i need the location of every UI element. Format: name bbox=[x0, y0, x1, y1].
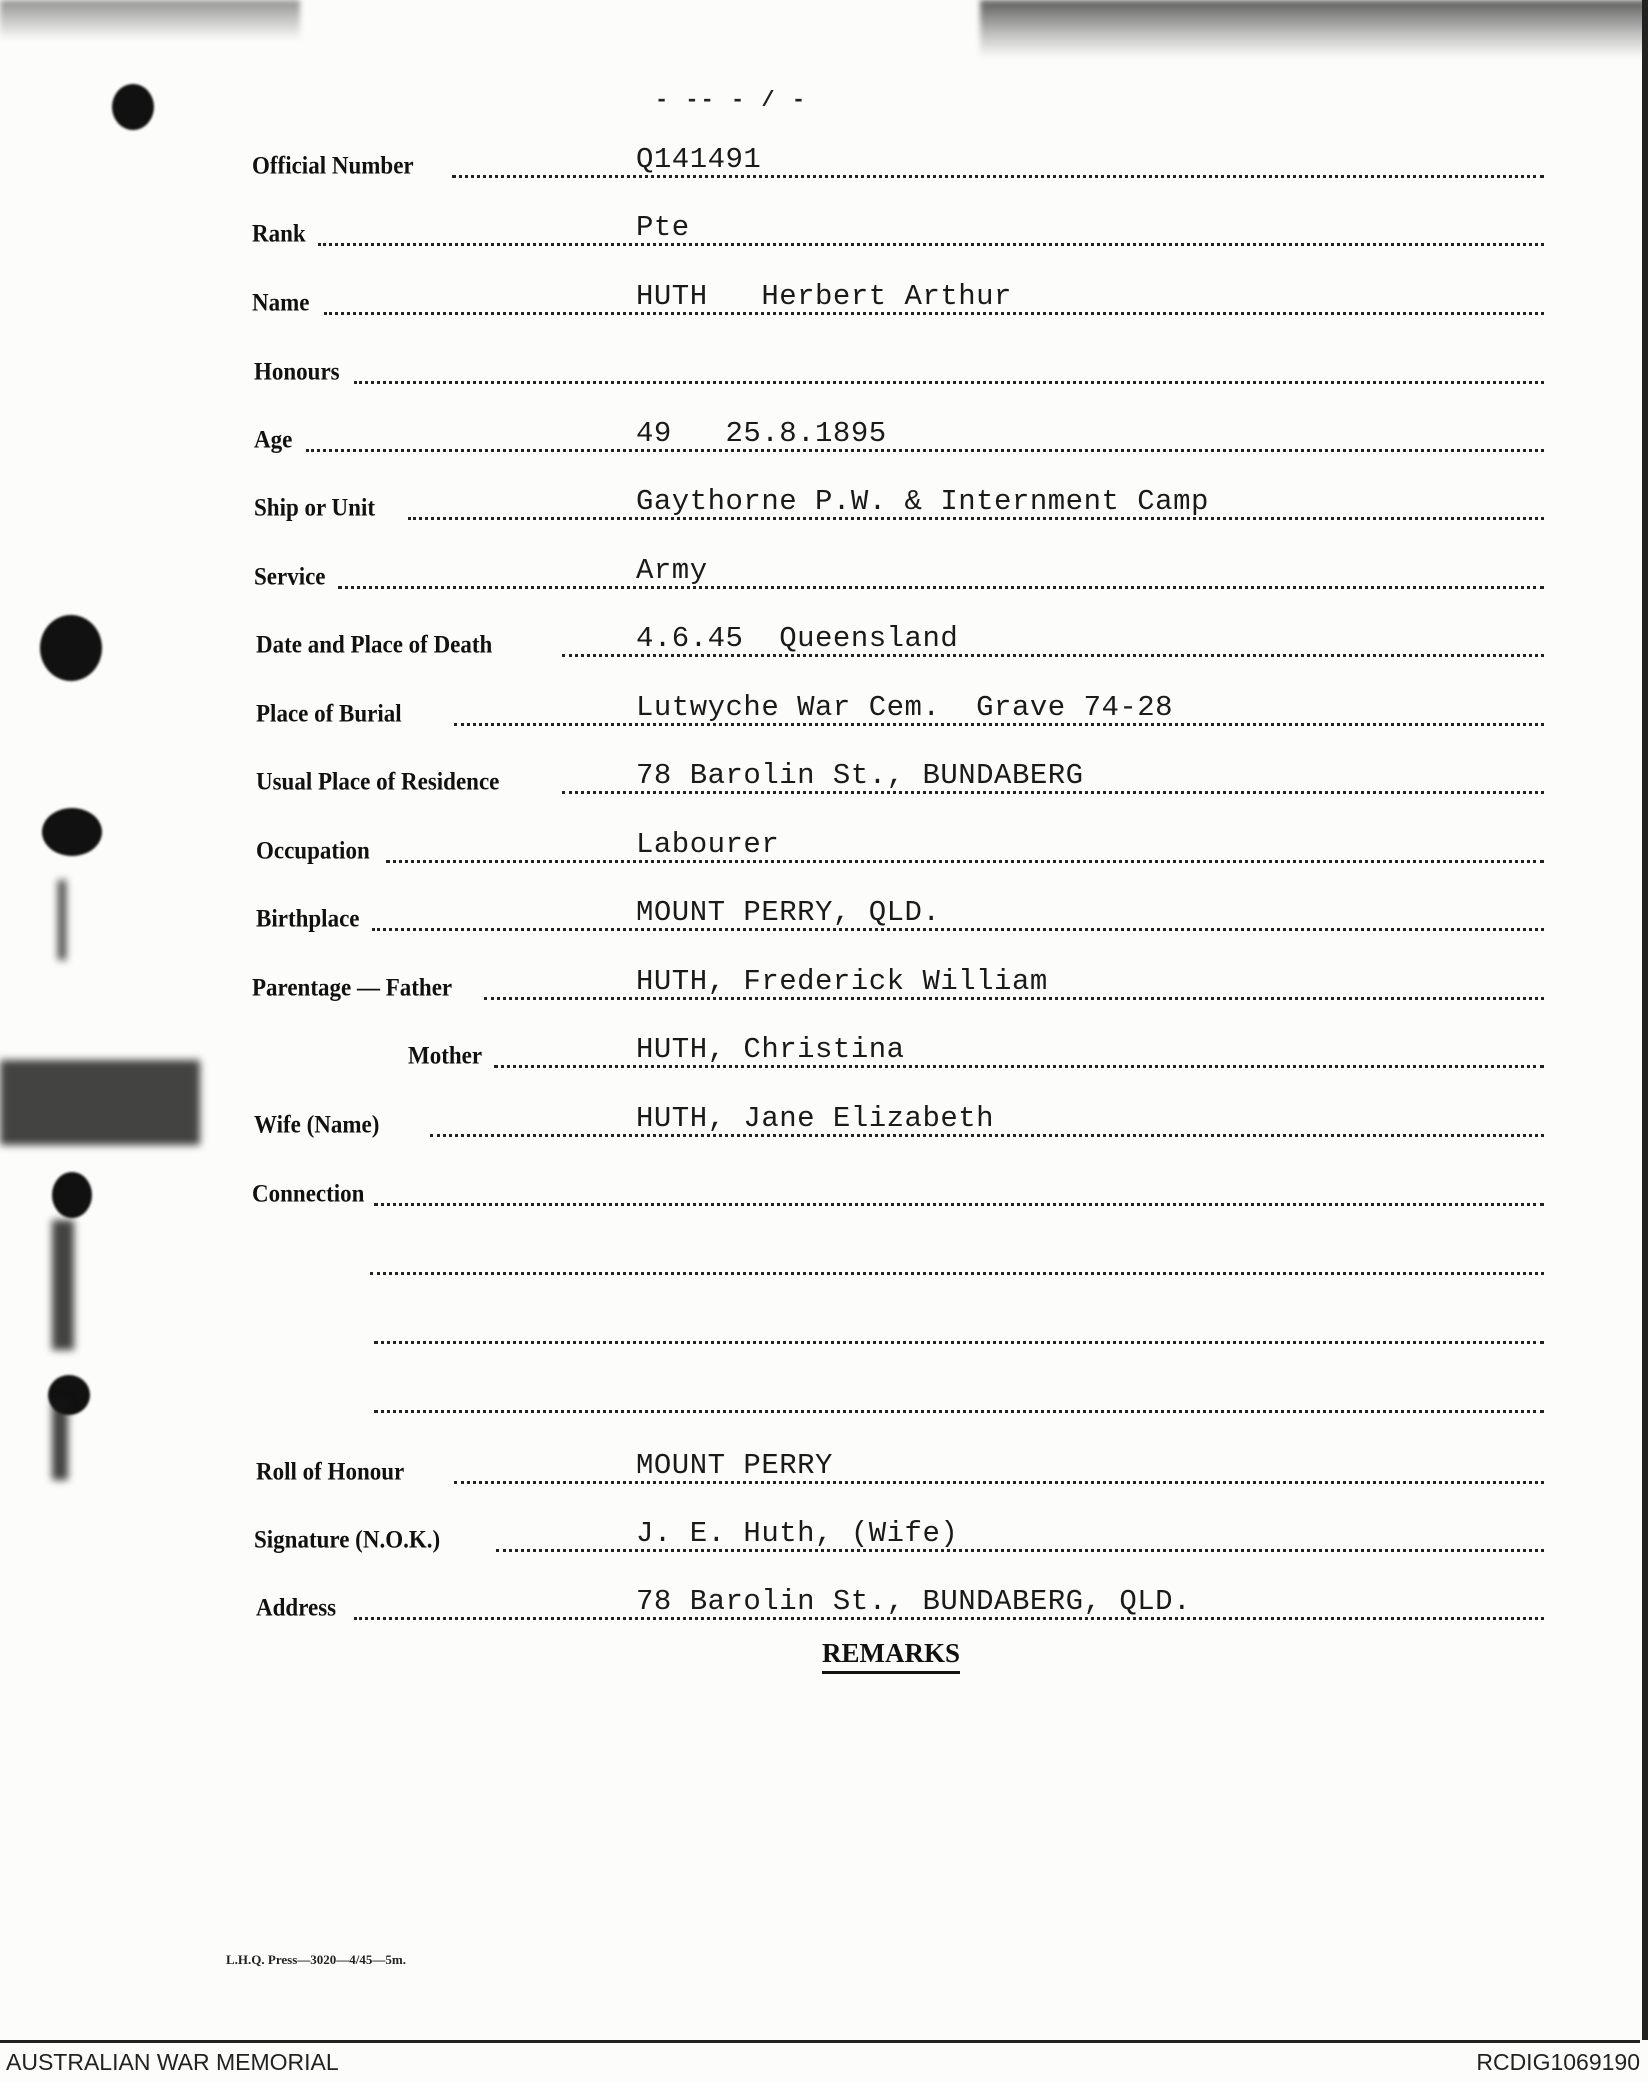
punch-hole bbox=[112, 84, 154, 130]
dotted-leader bbox=[318, 239, 1544, 246]
field-value: Q141491 bbox=[636, 143, 762, 176]
field-row-mother bbox=[0, 1030, 1648, 1070]
dotted-leader bbox=[354, 377, 1544, 384]
field-value: Army bbox=[636, 554, 708, 587]
dotted-leader bbox=[454, 1477, 1544, 1484]
field-value: Pte bbox=[636, 211, 690, 244]
field-row-connection-line-2 bbox=[0, 1237, 1648, 1277]
field-label: Wife (Name) bbox=[254, 1110, 380, 1138]
field-row-rank bbox=[0, 208, 1648, 248]
field-label: Roll of Honour bbox=[256, 1457, 405, 1485]
field-value: HUTH, Frederick William bbox=[636, 965, 1048, 998]
field-row-date-place-of-death bbox=[0, 619, 1648, 659]
print-code: L.H.Q. Press—3020—4/45—5m. bbox=[226, 1952, 406, 1967]
footer-record-id: RCDIG1069190 bbox=[1476, 2049, 1640, 2075]
field-row-place-of-burial bbox=[0, 688, 1648, 728]
field-value: Lutwyche War Cem. Grave 74-28 bbox=[636, 691, 1174, 724]
field-label: Address bbox=[256, 1593, 337, 1621]
field-label: Connection bbox=[252, 1179, 365, 1207]
field-value: 49 25.8.1895 bbox=[636, 417, 887, 450]
field-value: MOUNT PERRY, QLD. bbox=[636, 896, 941, 929]
field-label: Rank bbox=[252, 219, 306, 247]
dotted-leader bbox=[372, 924, 1544, 931]
field-row-signature bbox=[0, 1514, 1648, 1554]
field-label: Name bbox=[252, 288, 310, 316]
field-row-wife bbox=[0, 1099, 1648, 1139]
field-row-ship-or-unit bbox=[0, 482, 1648, 522]
field-label: Service bbox=[254, 562, 326, 590]
field-row-occupation bbox=[0, 825, 1648, 865]
field-value: 78 Barolin St., BUNDABERG, QLD. bbox=[636, 1585, 1191, 1618]
field-row-birthplace bbox=[0, 893, 1648, 933]
dotted-leader bbox=[338, 582, 1544, 589]
dotted-leader bbox=[306, 445, 1544, 452]
field-row-honours bbox=[0, 346, 1648, 386]
field-label: Place of Burial bbox=[256, 699, 402, 727]
field-label: Official Number bbox=[252, 151, 414, 179]
field-value: MOUNT PERRY bbox=[636, 1449, 833, 1482]
dotted-leader bbox=[386, 856, 1544, 863]
field-label: Date and Place of Death bbox=[256, 630, 493, 658]
field-row-service bbox=[0, 551, 1648, 591]
field-value: 4.6.45 Queensland bbox=[636, 622, 959, 655]
field-label: Parentage — Father bbox=[252, 973, 453, 1001]
field-label: Mother bbox=[408, 1041, 483, 1069]
field-label: Signature (N.O.K.) bbox=[254, 1525, 441, 1553]
page-bottom-edge bbox=[0, 2040, 1640, 2043]
dotted-leader bbox=[370, 1268, 1544, 1275]
scan-smudge-top bbox=[980, 0, 1648, 58]
dotted-leader bbox=[374, 1199, 1544, 1206]
field-value: 78 Barolin St., BUNDABERG bbox=[636, 759, 1084, 792]
dotted-leader bbox=[374, 1337, 1544, 1344]
header-mark: - -- - / - bbox=[655, 88, 808, 113]
field-label: Occupation bbox=[256, 836, 370, 864]
dotted-leader bbox=[374, 1406, 1544, 1413]
field-row-address bbox=[0, 1582, 1648, 1622]
dotted-leader bbox=[452, 171, 1544, 178]
field-value: Labourer bbox=[636, 828, 780, 861]
field-value: HUTH, Christina bbox=[636, 1033, 905, 1066]
field-row-age bbox=[0, 414, 1648, 454]
field-label: Birthplace bbox=[256, 904, 360, 932]
field-row-connection bbox=[0, 1168, 1648, 1208]
field-value: HUTH Herbert Arthur bbox=[636, 280, 1012, 313]
field-label: Honours bbox=[254, 357, 340, 385]
scan-smudge-topleft bbox=[0, 0, 300, 40]
field-label: Ship or Unit bbox=[254, 493, 376, 521]
footer-institution: AUSTRALIAN WAR MEMORIAL bbox=[6, 2049, 339, 2075]
field-row-connection-line-3 bbox=[0, 1306, 1648, 1346]
field-row-name bbox=[0, 277, 1648, 317]
field-value: HUTH, Jane Elizabeth bbox=[636, 1102, 995, 1135]
field-value: J. E. Huth, (Wife) bbox=[636, 1517, 959, 1550]
field-value: Gaythorne P.W. & Internment Camp bbox=[636, 485, 1209, 518]
field-row-official-number bbox=[0, 140, 1648, 180]
remarks-heading: REMARKS bbox=[822, 1638, 960, 1674]
field-row-roll-of-honour bbox=[0, 1446, 1648, 1486]
field-label: Usual Place of Residence bbox=[256, 767, 500, 795]
field-label: Age bbox=[254, 425, 293, 453]
field-row-usual-residence bbox=[0, 756, 1648, 796]
field-row-father bbox=[0, 962, 1648, 1002]
field-row-connection-line-4 bbox=[0, 1375, 1648, 1415]
